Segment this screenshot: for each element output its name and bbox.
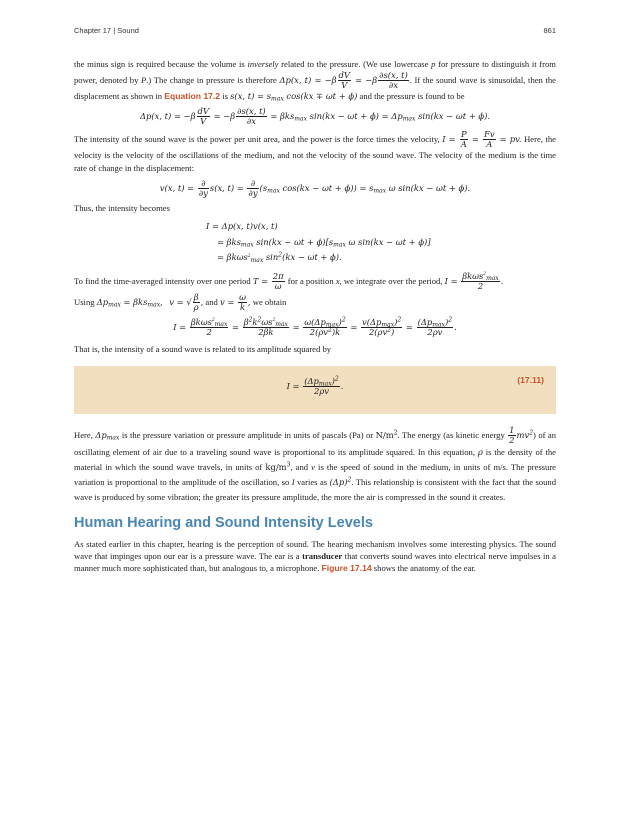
page-number: 861 bbox=[543, 26, 556, 35]
equation-intensity-derivation bbox=[206, 219, 556, 266]
page-content bbox=[74, 58, 556, 574]
paragraph-hearing: As stated earlier in this chapter, hearing is the perception of sound. The hearing mechanism involves some interesting physics. The sound wave that impinges upon our ear is a pressure wave. The ear is a transducer that converts sound waves into electrical nerve impulses in a manner much more sophisticated than, but analogous to, a microphone. Figure 17.14 shows the anatomy of the ear. bbox=[74, 539, 557, 574]
paragraph-explanation: Here, $\Delta p_{max}$ is the pressure variation or pressure amplitude in units of pascals (Pa) or $N/m^2$. The energy (as kinetic energy $\frac{1}{2}$ $mv^2$) of an oscillating element of air due to a traveling sound wave is proportional to its amplitude squared. In this equation, ρ is the density of the material in which the sound wave travels, in units of $kg/m^3$, and v is the speed of sound in the medium, in units of m/s. The pressure variation is proportional to the amplitude of the oscillation, so I varies as $(\Delta p)^2$. This relationship is consistent with the fact that the sound wave is produced by some vibration; the greater its pressure amplitude, the more the air is compressed in the sound it creates. bbox=[74, 424, 557, 502]
equation-average-intensity: I = $\frac{\beta k\omega s_{^2max}}{2}$ . bbox=[444, 270, 504, 291]
paragraph-pressure-change: the minus sign is required because the volume is inversely related to the pressure. (We use lowercase p for pressure to distinguish it from power, denoted by P.) The change in pressure is therefore Δp(x, t) = −β $\frac{dV}{V}$ = −β $\frac{\partial s(x, t)}{\partial x}$ . If the sound wave is sinusoidal, then the displacement as shown in Equation 17.2 is s(x, $t) = s_{max}$ cos(kx ∓ ωt + ϕ) and the pressure is found to be bbox=[74, 59, 556, 103]
paragraph-time-average: To find the time-averaged intensity over one period T = $\frac{2\pi}{\omega}$ for a position x, we integrate over the period, I = $\frac{\beta k\omega s_{^2max}}{2}$ . bbox=[74, 270, 504, 291]
paragraph-amplitude-squared: That is, the intensity of a sound wave is related to its amplitude squared by bbox=[74, 343, 332, 354]
equation-number: (17.11) bbox=[517, 374, 544, 385]
paragraph-thus: Thus, the intensity becomes bbox=[74, 202, 170, 213]
equation-kinetic-energy: $\frac{1}{2}$ $mv^2$ bbox=[509, 424, 534, 445]
chapter-title: Chapter 17 | Sound bbox=[74, 26, 139, 35]
key-equation-box bbox=[74, 366, 556, 414]
equation-intensity-forms: I = $\frac{\beta k\omega s_{^2max}}{2}$ = $\frac{\beta^2k^2\omega s_{^2max}}{2\beta k}$ = $\frac{\omega(\Delta p_{max})^2}{2(\rho v^2)k}$ = $\frac{v(\Delta p_{max})^2}{2(\rho v^2)}$ = $\frac{(\Delta p_{max})^2}{2\rho v}$ . bbox=[173, 316, 457, 337]
equation-pressure-amplitude: $\Delta p_{max} = \beta ks_{max}$, bbox=[96, 297, 163, 309]
equation-wave-speed: v = √ $\frac{\beta}{\rho}$ , bbox=[169, 292, 204, 313]
paragraph-intensity-definition: The intensity of the sound wave is the power per unit area, and the power is the force times the velocity, I = $\frac{P}{A}$ = $\frac{Fv}{A}$ = pv. Here, the velocity is the velocity of the oscillations of the medium, and not the velocity of the sound wave. The velocity of the medium is the time rate of change in the displacement: bbox=[74, 128, 556, 173]
equation-intensity-power: I = $\frac{P}{A}$ = $\frac{Fv}{A}$ = pv. bbox=[442, 128, 522, 149]
equation-velocity: v(x, t) = $\frac{\partial}{\partial y}$ s(x, t) = $\frac{\partial}{\partial y}$ ($s_{max}$ $\cos(kx - \omega t + \phi)) = s_{max}$ ω sin(kx − ωt + ϕ). bbox=[159, 178, 471, 198]
section-heading: Human Hearing and Sound Intensity Levels bbox=[74, 514, 373, 531]
equation-pressure-change-inline: Δp(x, t) = −β $\frac{dV}{V}$ = −β $\frac{\partial s(x, t)}{\partial x}$ bbox=[279, 70, 408, 91]
equation-displacement-inline: s(x, $t) = s_{max}$ cos(kx ∓ ωt + ϕ) bbox=[230, 90, 358, 103]
derivation-row-3: = βkωs$_{^2max}$ $\sin^2(kx - \omega t + \phi)$. bbox=[217, 251, 342, 264]
equation-dispersion: v = $\frac{\omega}{k}$ , bbox=[219, 292, 251, 313]
figure-17-14-link[interactable]: Figure 17.14 bbox=[321, 563, 372, 574]
equation-pressure-wave: Δp(x, t) = −β $\frac{dV}{V}$ = −β $\frac{\partial s(x, t)}{\partial x}$ = βks$_{max}$ $\sin(kx - \omega t + \phi) = \Delta p_{max}$ sin(kx − ωt + ϕ). bbox=[139, 106, 491, 127]
equation-17-2-link[interactable]: Equation 17.2 bbox=[164, 90, 221, 101]
page-header bbox=[74, 26, 556, 38]
equation-17-11: I = $\frac{(\Delta p_{max})^2}{2\rho v}$ . bbox=[286, 375, 344, 396]
paragraph-substitution: Using $\Delta p_{max} = \beta ks_{max}$, v = √ $\frac{\beta}{\rho}$ , and v = $\frac{\omega}{k}$ , we obtain bbox=[74, 292, 287, 313]
equation-period: T = $\frac{2\pi}{\omega}$ bbox=[252, 270, 284, 291]
derivation-row-2: = βks$_{max}$ $\sin(kx - \omega t + \phi)[s_{max}$ ω sin(kx − ωt + ϕ)] bbox=[217, 236, 431, 249]
derivation-row-1: I = Δp(x, t)v(x, t) bbox=[206, 221, 278, 232]
